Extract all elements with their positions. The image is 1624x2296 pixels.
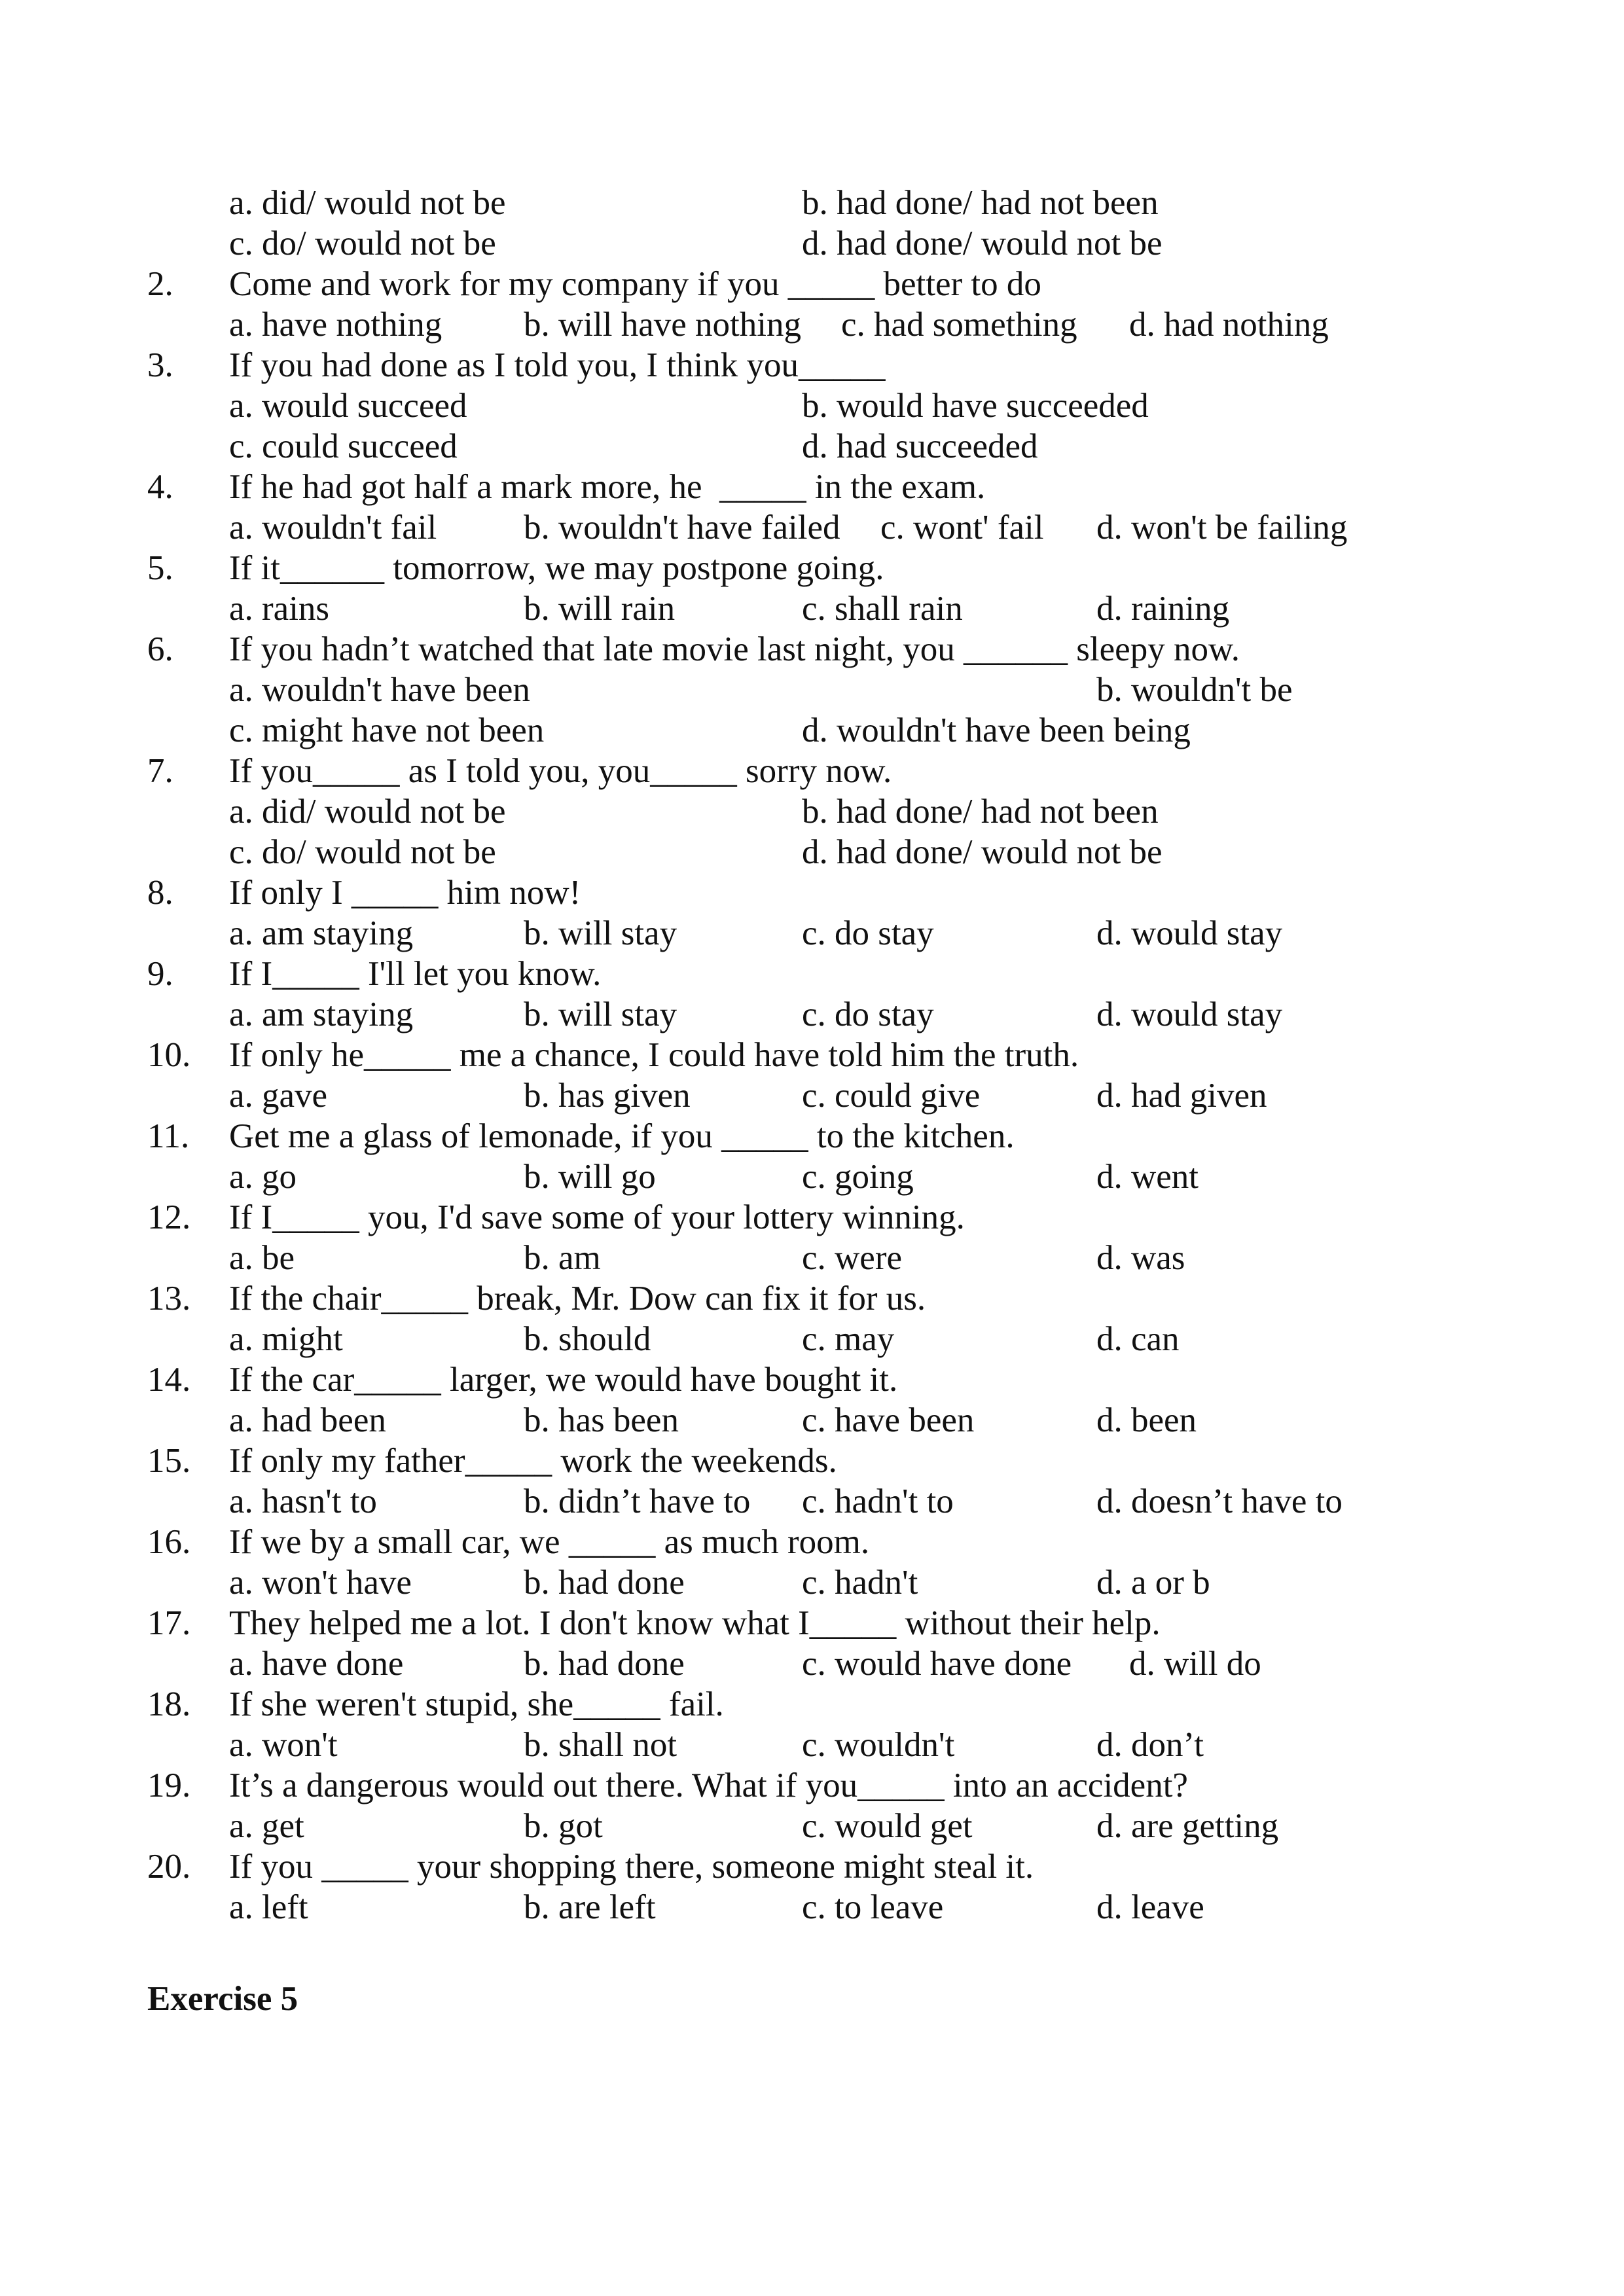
option-b: b. had done xyxy=(524,1645,685,1683)
option-c: c. shall rain xyxy=(802,590,963,628)
option-b: b. will have nothing xyxy=(524,306,801,344)
question-text: If only my father_____ work the weekends. xyxy=(229,1442,837,1480)
option-d: d. can xyxy=(1096,1320,1180,1358)
option-d: d. been xyxy=(1096,1401,1197,1439)
option-c: c. to leave xyxy=(802,1888,944,1926)
option-d: d. was xyxy=(1096,1239,1185,1277)
option-a: a. had been xyxy=(229,1401,386,1439)
question-text: If only he_____ me a chance, I could have told him the truth. xyxy=(229,1036,1079,1074)
question-text: If I_____ I'll let you know. xyxy=(229,955,602,993)
question-text: If we by a small car, we _____ as much room. xyxy=(229,1523,870,1561)
option-c: c. have been xyxy=(802,1401,975,1439)
option-d: d. are getting xyxy=(1096,1807,1279,1845)
option-b: b. are left xyxy=(524,1888,656,1926)
question-text: They helped me a lot. I don't know what I_____ without their help. xyxy=(229,1604,1161,1642)
question-text: If you_____ as I told you, you_____ sorry now. xyxy=(229,752,892,790)
option-c: c. hadn't to xyxy=(802,1482,954,1520)
option-a: a. won't xyxy=(229,1726,338,1764)
option-a: a. won't have xyxy=(229,1564,412,1602)
question-number: 6. xyxy=(147,630,173,668)
option-c: c. hadn't xyxy=(802,1564,918,1602)
question-number: 20. xyxy=(147,1848,191,1886)
option-b: b. didn’t have to xyxy=(524,1482,751,1520)
option-c: c. do/ would not be xyxy=(229,224,496,262)
question-text: If you had done as I told you, I think you_____ xyxy=(229,346,886,384)
question-text: If she weren't stupid, she_____ fail. xyxy=(229,1685,724,1723)
option-c: c. going xyxy=(802,1158,914,1196)
question-number: 13. xyxy=(147,1280,191,1318)
option-d: d. doesn’t have to xyxy=(1096,1482,1343,1520)
option-d: d. leave xyxy=(1096,1888,1204,1926)
option-d: d. would stay xyxy=(1096,914,1283,952)
option-a: a. hasn't to xyxy=(229,1482,377,1520)
option-d: d. raining xyxy=(1096,590,1230,628)
option-b: b. will stay xyxy=(524,996,677,1033)
option-b: b. has been xyxy=(524,1401,679,1439)
option-a: a. am staying xyxy=(229,914,414,952)
option-c: c. were xyxy=(802,1239,902,1277)
option-c: c. do stay xyxy=(802,914,934,952)
option-c: c. would have done xyxy=(802,1645,1072,1683)
question-number: 15. xyxy=(147,1442,191,1480)
option-d: d. a or b xyxy=(1096,1564,1210,1602)
question-number: 8. xyxy=(147,874,173,912)
option-a: a. would succeed xyxy=(229,387,467,425)
option-a: a. might xyxy=(229,1320,343,1358)
option-a: a. have done xyxy=(229,1645,404,1683)
option-b: b. shall not xyxy=(524,1726,677,1764)
option-d: d. had nothing xyxy=(1129,306,1329,344)
option-b: b. got xyxy=(524,1807,603,1845)
question-number: 3. xyxy=(147,346,173,384)
option-b: b. wouldn't be xyxy=(1096,671,1293,709)
option-c: c. had something xyxy=(841,306,1077,344)
option-a: a. rains xyxy=(229,590,330,628)
question-text: It’s a dangerous would out there. What if you_____ into an accident? xyxy=(229,1767,1188,1804)
question-number: 18. xyxy=(147,1685,191,1723)
question-text: If I_____ you, I'd save some of your lottery winning. xyxy=(229,1198,965,1236)
question-number: 11. xyxy=(147,1117,190,1155)
option-c: c. could give xyxy=(802,1077,981,1115)
option-c: c. may xyxy=(802,1320,895,1358)
option-c: c. wouldn't xyxy=(802,1726,955,1764)
question-text: If it______ tomorrow, we may postpone going. xyxy=(229,549,884,587)
option-a: a. wouldn't have been xyxy=(229,671,530,709)
option-d: d. won't be failing xyxy=(1096,509,1348,547)
question-number: 19. xyxy=(147,1767,191,1804)
option-b: b. has given xyxy=(524,1077,691,1115)
question-number: 10. xyxy=(147,1036,191,1074)
question-text: If the chair_____ break, Mr. Dow can fix it for us. xyxy=(229,1280,926,1318)
option-a: a. get xyxy=(229,1807,304,1845)
question-number: 5. xyxy=(147,549,173,587)
option-c: c. do stay xyxy=(802,996,934,1033)
question-text: Come and work for my company if you _____ better to do xyxy=(229,265,1041,303)
exercise-heading: Exercise 5 xyxy=(147,1980,298,2018)
question-number: 9. xyxy=(147,955,173,993)
option-d: d. don’t xyxy=(1096,1726,1204,1764)
option-c: c. wont' fail xyxy=(880,509,1044,547)
option-b: b. will stay xyxy=(524,914,677,952)
option-a: a. am staying xyxy=(229,996,414,1033)
question-text: If only I _____ him now! xyxy=(229,874,581,912)
option-d: d. went xyxy=(1096,1158,1199,1196)
option-b: b. had done/ had not been xyxy=(802,793,1159,831)
option-b: b. will rain xyxy=(524,590,676,628)
question-text: Get me a glass of lemonade, if you _____ to the kitchen. xyxy=(229,1117,1015,1155)
option-b: b. should xyxy=(524,1320,651,1358)
question-text: If the car_____ larger, we would have bought it. xyxy=(229,1361,898,1399)
option-c: c. could succeed xyxy=(229,427,458,465)
option-c: c. might have not been xyxy=(229,711,545,749)
option-a: a. be xyxy=(229,1239,295,1277)
option-d: d. will do xyxy=(1129,1645,1261,1683)
question-number: 14. xyxy=(147,1361,191,1399)
option-d: d. would stay xyxy=(1096,996,1283,1033)
option-a: a. did/ would not be xyxy=(229,793,506,831)
question-number: 12. xyxy=(147,1198,191,1236)
option-a: a. wouldn't fail xyxy=(229,509,437,547)
question-number: 4. xyxy=(147,468,173,506)
option-b: b. wouldn't have failed xyxy=(524,509,840,547)
question-number: 16. xyxy=(147,1523,191,1561)
question-number: 2. xyxy=(147,265,173,303)
option-b: b. had done xyxy=(524,1564,685,1602)
option-c: c. do/ would not be xyxy=(229,833,496,871)
question-number: 17. xyxy=(147,1604,191,1642)
option-a: a. left xyxy=(229,1888,308,1926)
option-a: a. have nothing xyxy=(229,306,442,344)
option-a: a. did/ would not be xyxy=(229,184,506,222)
option-a: a. gave xyxy=(229,1077,328,1115)
option-b: b. am xyxy=(524,1239,601,1277)
option-c: c. would get xyxy=(802,1807,973,1845)
option-a: a. go xyxy=(229,1158,297,1196)
option-b: b. would have succeeded xyxy=(802,387,1149,425)
option-b: b. will go xyxy=(524,1158,656,1196)
question-text: If you _____ your shopping there, someone might steal it. xyxy=(229,1848,1034,1886)
option-d: d. had succeeded xyxy=(802,427,1038,465)
option-b: b. had done/ had not been xyxy=(802,184,1159,222)
option-d: d. had done/ would not be xyxy=(802,833,1163,871)
option-d: d. wouldn't have been being xyxy=(802,711,1191,749)
question-text: If you hadn’t watched that late movie last night, you ______ sleepy now. xyxy=(229,630,1240,668)
question-text: If he had got half a mark more, he _____ in the exam. xyxy=(229,468,986,506)
question-number: 7. xyxy=(147,752,173,790)
option-d: d. had given xyxy=(1096,1077,1267,1115)
option-d: d. had done/ would not be xyxy=(802,224,1163,262)
